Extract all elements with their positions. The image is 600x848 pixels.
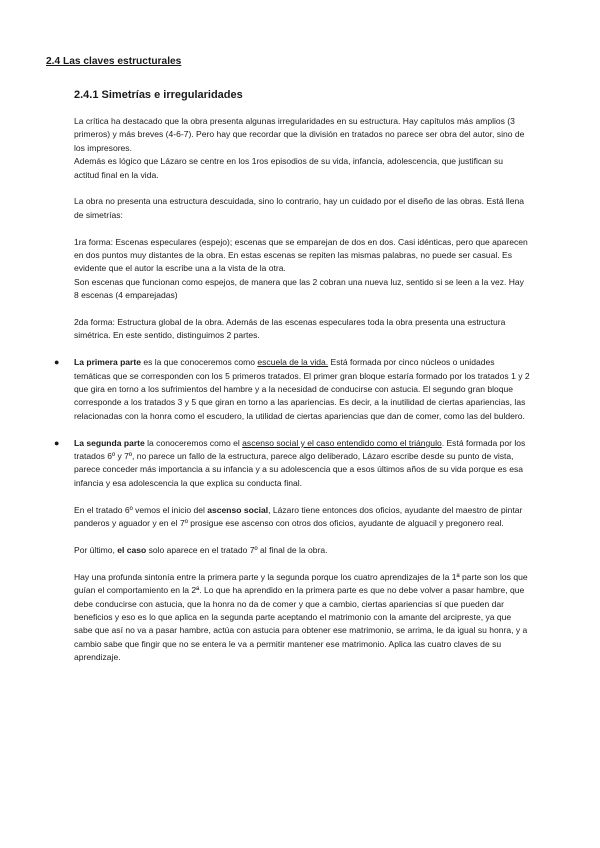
bullet-first-part-pre: es la que conoceremos como <box>140 357 258 368</box>
paragraph-symmetry-intro: La obra no presenta una estructura descuidada, sino lo contrario, hay un cuidado por el diseño de las obras. Está llena de simetrías: <box>74 196 524 220</box>
bullet-first-part-heading: La primera parte <box>74 357 141 368</box>
p8-bold: el caso <box>117 544 147 555</box>
document-body <box>54 115 530 678</box>
paragraph-logic: Además es lógico que Lázaro se centre en los 1ros episodios de su vida, infancia, adolescencia, que justifican su actitud final en la vida. <box>74 156 504 180</box>
bullet-first-part <box>54 356 530 423</box>
paragraph-irregularities: La crítica ha destacado que la obra presenta algunas irregularidades en su estructura. Hay capítulos más amplios (3 primeros) y más breves (4-6-7). Pero hay que recordar que la división en tratados no parece ser obra del autor, sino de los impresores. <box>74 116 525 153</box>
p7-bold: ascenso social <box>207 504 269 515</box>
bullet-dot-icon: ● <box>54 357 60 368</box>
p8-post: solo aparece en el tratado 7º al final de la obra. <box>146 544 328 555</box>
bullet-second-part-underline: ascenso social y el caso entendido como el triángulo <box>242 437 442 448</box>
bullet-first-part-text: Está formada por cinco núcleos o unidades temáticas que se corresponden con los 5 primeros tratados. El primer gran bloque estaría formado por los tratados 1 y 2 que gira en torno a los sufrimientos del hambre y a la necesidad de conducirse con astucia. El segundo gran bloque corresponde a los tratados 3 y 5 que giran en torno a las apariencias. Es decir, a la inutilidad de ciertas apariencias, las relacionadas con la honra como el escudero, la utilidad de ciertas apariencias que dan de comer, como las del buldero. <box>74 357 530 421</box>
bullet-second-part-pre: la conoceremos como el <box>144 437 243 448</box>
bullet-second-part-heading: La segunda parte <box>74 437 145 448</box>
bullet-second-part <box>54 437 530 491</box>
paragraph-first-form: 1ra forma: Escenas especulares (espejo); escenas que se emparejan de dos en dos. Casi idénticas, pero que aparecen en dos puntos muy distantes de la obra. En estas escenas se repiten las mismas palabras, no puede ser casual. Es evidente que el autor la escribe una a la vista de la otra. <box>74 236 528 274</box>
paragraph-harmony: Hay una profunda sintonía entre la primera parte y la segunda porque los cuatro aprendizajes de la 1ª parte son los que guían el comportamiento en la 2ª. Lo que ha aprendido en la primera parte es que no debe volver a pasar hambre, que debe conducirse con astucia, que la honra no da de comer y que a cambio, ciertas apariencias sí que pueden dar beneficios y eso es lo que aplica en la segunda parte aceptando el matrimonio con la amante del arcipreste, ya que sabe que así no va a pasar hambre, actúa con astucia para obtener ese matrimonio, se arrima, le da igual su honra, y a cambio sabe que fingir que no se entera le va a permitir mantener ese matrimonio. Aplica las cuatro claves de su aprendizaje. <box>74 571 528 663</box>
paragraph-social-ascent <box>74 504 530 531</box>
section-title: 2.4 Las claves estructurales <box>46 56 182 67</box>
p7-pre: En el tratado 6º vemos el inicio del <box>74 504 208 515</box>
bullet-second-part-text: . Está formada por los tratados 6º y 7º, no parece un fallo de la estructura, parece algo deliberado, Lázaro escribe desde su punto de vista, parece conceder más importancia a su infancia y a su adolescencia que a esos últimos años de su vida porque es esa infancia y esa adolescencia la que explica su conducta final. <box>74 437 526 488</box>
subsection-title: 2.4.1 Simetrías e irregularidades <box>74 89 243 101</box>
paragraph-el-caso <box>74 544 530 557</box>
p8-pre: Por último, <box>74 544 118 555</box>
bullet-dot-icon: ● <box>54 437 60 448</box>
bullet-first-part-underline: escuela de la vida. <box>257 357 329 368</box>
p7-post: , Lázaro tiene entonces dos oficios, ayudante del maestro de pintar panderos y aguador y en el 7º prosigue ese ascenso con otros dos oficios, ayudante de alguacil y pregonero real. <box>74 504 523 529</box>
paragraph-mirror-scenes: Son escenas que funcionan como espejos, de manera que las 2 cobran una nueva luz, sentido si se leen a la vez. Hay 8 escenas (4 emparejadas) <box>74 276 524 301</box>
paragraph-second-form: 2da forma: Estructura global de la obra. Además de las escenas especulares toda la obra presenta una estructura simétrica. En este sentido, distinguimos 2 partes. <box>74 317 506 341</box>
